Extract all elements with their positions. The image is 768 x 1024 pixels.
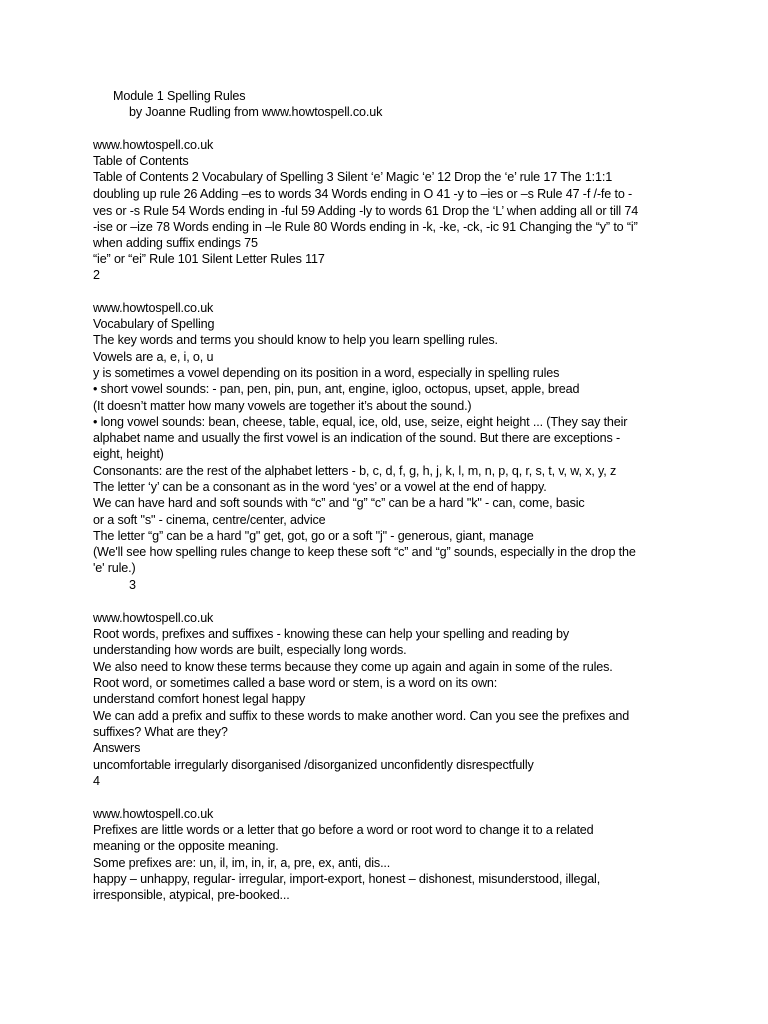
- site-url: www.howtospell.co.uk: [93, 301, 214, 315]
- body-line: • short vowel sounds: - pan, pen, pin, pun, ant, engine, igloo, octopus, upset, apple, bread: [93, 382, 580, 396]
- body-line: The letter ‘y’ can be a consonant as in the word ‘yes’ or a vowel at the end of happy.: [93, 480, 547, 494]
- body-line: meaning or the opposite meaning.: [93, 839, 279, 853]
- toc-line: “ie” or “ei” Rule 101 Silent Letter Rules 117: [93, 252, 325, 266]
- body-line: We can have hard and soft sounds with “c” and “g” “c” can be a hard "k" - can, come, basic: [93, 496, 585, 510]
- body-line: Answers: [93, 741, 141, 755]
- body-line: irresponsible, atypical, pre-booked...: [93, 888, 290, 902]
- toc-line: Table of Contents 2 Vocabulary of Spelling 3 Silent ‘e’ Magic ‘e’ 12 Drop the ‘e’ rule 17 The 1:1:1: [93, 170, 613, 184]
- toc-line: when adding suffix endings 75: [93, 236, 258, 250]
- body-line: (It doesn’t matter how many vowels are together it’s about the sound.): [93, 399, 472, 413]
- body-line: (We'll see how spelling rules change to keep these soft “c” and “g” sounds, especially in the drop the: [93, 545, 636, 559]
- document-title: Module 1 Spelling Rules: [113, 89, 246, 103]
- toc-line: doubling up rule 26 Adding –es to words 34 Words ending in O 41 -y to –ies or –s Rule 47 -f /-fe to -: [93, 187, 633, 201]
- body-line: happy – unhappy, regular- irregular, import-export, honest – dishonest, misunderstood, illegal,: [93, 872, 601, 886]
- body-line: • long vowel sounds: bean, cheese, table, equal, ice, old, use, seize, eight height ... (They say their: [93, 415, 628, 429]
- page-number: 4: [93, 774, 100, 788]
- page-number: 2: [93, 268, 100, 282]
- section-heading: Vocabulary of Spelling: [93, 317, 215, 331]
- document-byline: by Joanne Rudling from www.howtospell.co.uk: [129, 105, 383, 119]
- site-url: www.howtospell.co.uk: [93, 611, 214, 625]
- toc-line: ves or -s Rule 54 Words ending in -ful 59 Adding -ly to words 61 Drop the ‘L’ when adding all or till 74: [93, 204, 639, 218]
- body-line: Some prefixes are: un, il, im, in, ir, a, pre, ex, anti, dis...: [93, 856, 391, 870]
- body-line: uncomfortable irregularly disorganised /disorganized unconfidently disrespectfully: [93, 758, 534, 772]
- body-line: 'e' rule.): [93, 561, 136, 575]
- body-line: understanding how words are built, especially long words.: [93, 643, 407, 657]
- body-line: alphabet name and usually the first vowel is an indication of the sound. But there are exceptions -: [93, 431, 621, 445]
- body-line: Root words, prefixes and suffixes - knowing these can help your spelling and reading by: [93, 627, 570, 641]
- body-line: Vowels are a, e, i, o, u: [93, 350, 214, 364]
- body-line: eight, height): [93, 447, 164, 461]
- body-line: y is sometimes a vowel depending on its position in a word, especially in spelling rules: [93, 366, 560, 380]
- body-line: understand comfort honest legal happy: [93, 692, 306, 706]
- body-line: We also need to know these terms because they come up again and again in some of the rules.: [93, 660, 613, 674]
- site-url: www.howtospell.co.uk: [93, 807, 214, 821]
- toc-line: -ise or –ize 78 Words ending in –le Rule 80 Words ending in -k, -ke, -ck, -ic 91 Changing the “y” to “i”: [93, 220, 638, 234]
- body-line: Prefixes are little words or a letter that go before a word or root word to change it to a related: [93, 823, 594, 837]
- body-line: Root word, or sometimes called a base word or stem, is a word on its own:: [93, 676, 498, 690]
- body-line: Consonants: are the rest of the alphabet letters - b, c, d, f, g, h, j, k, l, m, n, p, q, r, s, t, v, w, x, y, z: [93, 464, 617, 478]
- page-number: 3: [129, 578, 136, 592]
- site-url: www.howtospell.co.uk: [93, 138, 214, 152]
- body-line: suffixes? What are they?: [93, 725, 228, 739]
- body-line: The key words and terms you should know to help you learn spelling rules.: [93, 333, 498, 347]
- toc-heading: Table of Contents: [93, 154, 189, 168]
- body-line: We can add a prefix and suffix to these words to make another word. Can you see the prefixes and: [93, 709, 630, 723]
- body-line: The letter “g” can be a hard "g" get, got, go or a soft "j" - generous, giant, manage: [93, 529, 534, 543]
- body-line: or a soft "s" - cinema, centre/center, advice: [93, 513, 326, 527]
